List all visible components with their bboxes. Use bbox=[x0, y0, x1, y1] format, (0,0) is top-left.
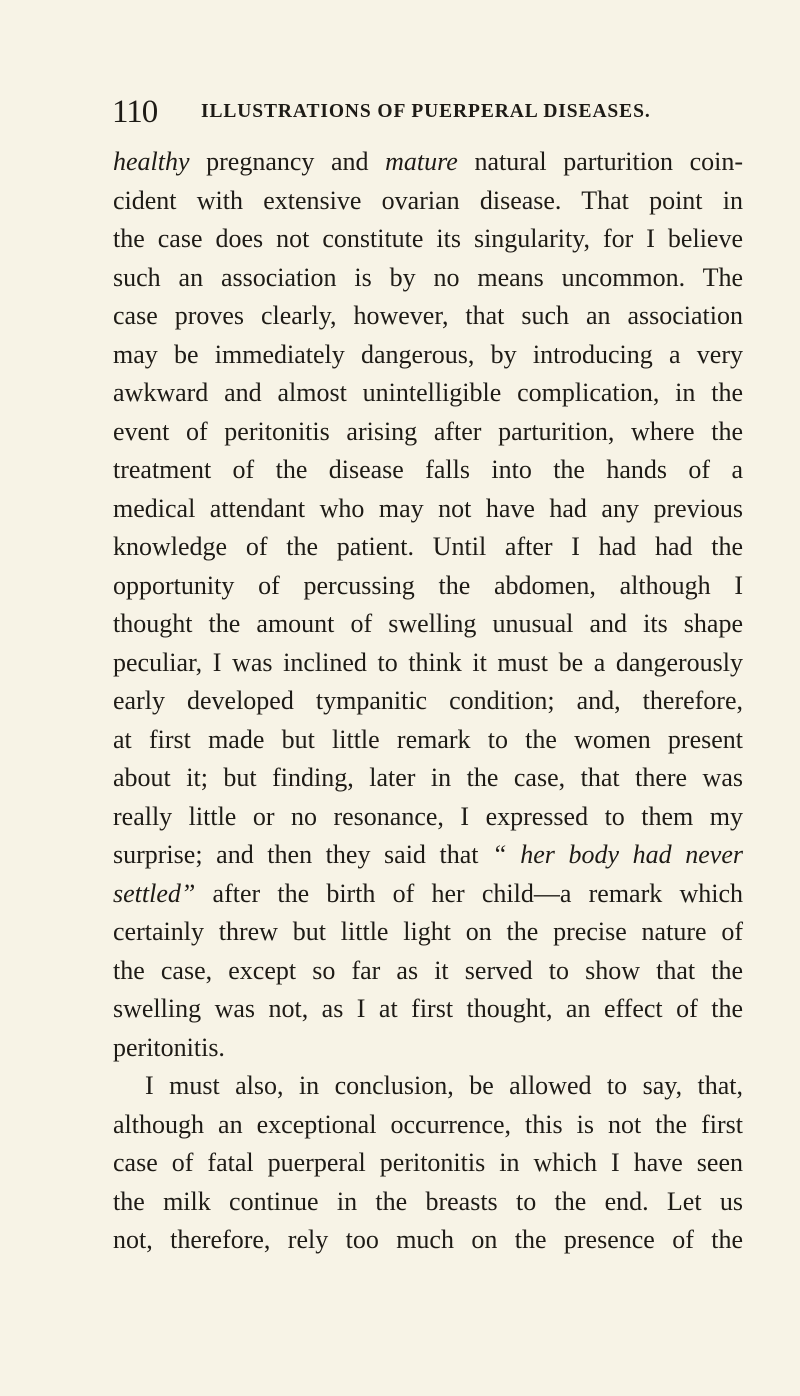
text-line bbox=[113, 336, 743, 375]
text-line bbox=[113, 1106, 743, 1145]
paragraph bbox=[113, 1067, 743, 1260]
text-line bbox=[113, 1067, 743, 1106]
body-text bbox=[113, 143, 743, 1260]
text-line bbox=[113, 528, 743, 567]
text-run: cident with extensive ovarian disease. That point in bbox=[113, 185, 743, 215]
text-line bbox=[113, 913, 743, 952]
text-line bbox=[113, 1183, 743, 1222]
text-run: at first made but little remark to the women present bbox=[113, 724, 743, 754]
italic-text: mature bbox=[385, 147, 458, 176]
text-run: case proves clearly, however, that such an association bbox=[113, 301, 743, 330]
text-run: natural parturition coin- bbox=[457, 147, 743, 176]
text-run: knowledge of the patient. Until after I had had the bbox=[113, 532, 743, 561]
text-run: opportunity of percussing the abdomen, although I bbox=[113, 570, 743, 600]
running-head: ILLUSTRATIONS OF PUERPERAL DISEASES. bbox=[201, 101, 651, 122]
text-run: after the birth of her child—a remark which bbox=[195, 878, 743, 908]
italic-text: healthy bbox=[113, 147, 190, 176]
text-run: medical attendant who may not have had any previous bbox=[113, 493, 743, 523]
text-run: case of fatal puerperal peritonitis in which I have seen bbox=[113, 1148, 743, 1177]
text-run: I must also, in conclusion, be allowed to say, that, bbox=[145, 1071, 743, 1100]
text-line bbox=[113, 952, 743, 991]
text-run: pregnancy and bbox=[189, 147, 386, 176]
text-line bbox=[113, 220, 743, 259]
text-line bbox=[113, 759, 743, 798]
text-line bbox=[113, 1029, 743, 1068]
text-run: about it; but finding, later in the case, that there was bbox=[113, 763, 743, 792]
text-run: peritonitis. bbox=[113, 1032, 225, 1062]
text-run: the milk continue in the breasts to the end. Let us bbox=[113, 1186, 743, 1216]
text-line bbox=[113, 836, 743, 875]
text-run: although an exceptional occurrence, this is not the first bbox=[113, 1109, 743, 1139]
page-number: 110 bbox=[112, 94, 158, 130]
text-line bbox=[113, 721, 743, 760]
text-run: may be immediately dangerous, by introducing a very bbox=[113, 339, 743, 369]
text-run: peculiar, I was inclined to think it must be a dangerously bbox=[113, 647, 743, 677]
text-line bbox=[113, 682, 743, 721]
text-line bbox=[113, 990, 743, 1029]
text-line bbox=[113, 875, 743, 914]
text-run: event of peritonitis arising after parturition, where the bbox=[113, 416, 743, 446]
text-run: the case does not constitute its singularity, for I believe bbox=[113, 224, 743, 253]
text-run: awkward and almost unintelligible complication, in the bbox=[113, 378, 743, 407]
italic-text: settled” bbox=[113, 878, 196, 908]
text-run: treatment of the disease falls into the hands of a bbox=[113, 455, 743, 484]
text-run: thought the amount of swelling unusual and its shape bbox=[113, 609, 743, 638]
text-line bbox=[113, 605, 743, 644]
text-line bbox=[113, 644, 743, 683]
text-line bbox=[113, 567, 743, 606]
text-line bbox=[113, 182, 743, 221]
text-line bbox=[113, 1144, 743, 1183]
text-line bbox=[113, 451, 743, 490]
text-line bbox=[113, 143, 743, 182]
text-line bbox=[113, 1221, 743, 1260]
italic-text: “ her body had never bbox=[492, 840, 743, 869]
text-run: the case, except so far as it served to show that the bbox=[113, 955, 743, 985]
text-line bbox=[113, 259, 743, 298]
text-run: such an association is by no means uncommon. The bbox=[113, 262, 743, 292]
text-run: swelling was not, as I at first thought, an effect of the bbox=[113, 994, 743, 1023]
page-header bbox=[112, 92, 762, 132]
text-run: not, therefore, rely too much on the presence of the bbox=[113, 1225, 743, 1254]
text-run: early developed tympanitic condition; and, therefore, bbox=[113, 686, 743, 715]
text-run: surprise; and then they said that bbox=[113, 840, 493, 869]
paragraph bbox=[113, 143, 743, 1067]
text-line bbox=[113, 374, 743, 413]
text-run: really little or no resonance, I expressed to them my bbox=[113, 801, 743, 831]
text-line bbox=[113, 798, 743, 837]
text-line bbox=[113, 490, 743, 529]
text-run: certainly threw but little light on the precise nature of bbox=[113, 917, 743, 946]
text-line bbox=[113, 297, 743, 336]
text-line bbox=[113, 413, 743, 452]
